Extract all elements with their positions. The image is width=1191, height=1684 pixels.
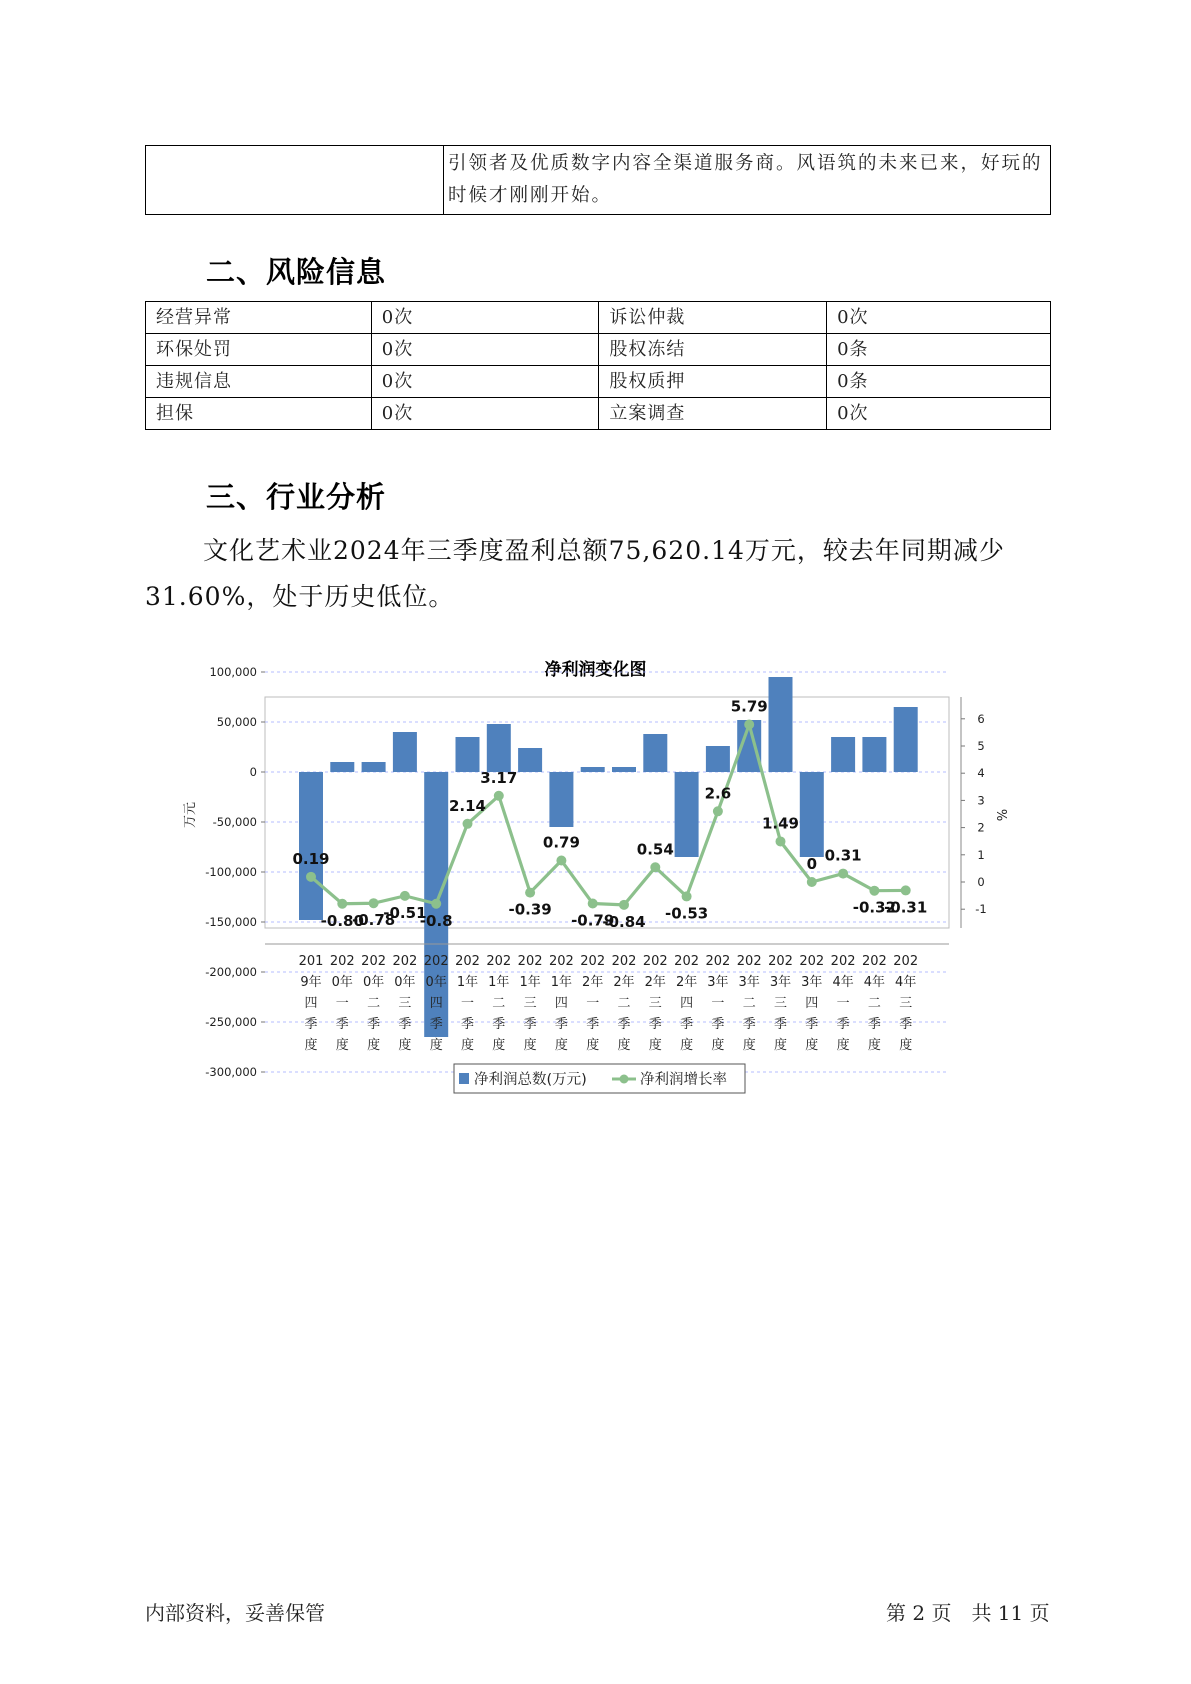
x-tick-label: 度 (773, 1038, 788, 1053)
bar (549, 772, 573, 827)
y2-tick-label: -1 (975, 902, 987, 917)
growth-point (369, 898, 379, 908)
growth-data-label: 2.6 (704, 784, 732, 803)
x-tick-label: 4年 (863, 975, 886, 990)
x-tick-label: 度 (429, 1038, 443, 1053)
x-tick-label: 202 (517, 954, 543, 969)
x-tick-label: 季 (335, 1017, 349, 1032)
x-tick-label: 度 (398, 1038, 412, 1053)
bar (581, 767, 605, 772)
x-tick-label: 二 (492, 996, 506, 1011)
risk-label-cell: 经营异常 (146, 302, 372, 334)
x-tick-label: 0年 (425, 975, 447, 990)
x-tick-label: 一 (460, 996, 475, 1011)
company-description-cell: 引领者及优质数字内容全渠道服务商。风语筑的未来已来，好玩的时候才刚刚开始。 (444, 146, 1051, 215)
growth-data-label: 0.79 (542, 833, 580, 852)
x-tick-label: 度 (648, 1038, 662, 1053)
growth-data-label: 1.49 (761, 814, 800, 833)
x-tick-label: 2年 (613, 975, 635, 990)
risk-label-cell: 股权冻结 (599, 334, 827, 366)
growth-point (901, 885, 911, 895)
x-tick-label: 202 (830, 954, 856, 969)
growth-point (869, 886, 879, 896)
x-tick-label: 季 (742, 1017, 756, 1032)
risk-value-cell: 0次 (827, 302, 1051, 334)
growth-data-label: -0.8 (419, 911, 453, 930)
x-tick-label: 度 (805, 1038, 819, 1053)
x-tick-label: 度 (586, 1038, 600, 1053)
x-tick-label: 季 (367, 1017, 381, 1032)
y-tick-label: -250,000 (205, 1015, 257, 1029)
x-tick-label: 二 (617, 996, 631, 1011)
x-tick-label: 0年 (331, 975, 353, 990)
x-tick-label: 季 (836, 1017, 850, 1032)
x-tick-label: 3年 (769, 975, 792, 990)
x-tick-label: 9年 (300, 975, 322, 990)
x-tick-label: 度 (899, 1038, 913, 1053)
bar (299, 772, 323, 920)
risk-value-cell: 0次 (371, 366, 599, 398)
growth-data-label: -0.79 (571, 911, 615, 930)
x-tick-label: 202 (768, 954, 793, 969)
x-tick-label: 二 (742, 996, 756, 1011)
risk-value-cell: 0次 (371, 302, 599, 334)
y-tick-label: -100,000 (205, 865, 257, 879)
x-tick-label: 一 (711, 996, 725, 1011)
bar (487, 724, 511, 772)
x-tick-label: 201 (298, 954, 324, 969)
legend-bar-label: 净利润总数(万元) (474, 1072, 587, 1088)
x-tick-label: 度 (617, 1038, 631, 1053)
x-tick-label: 1年 (550, 975, 573, 990)
x-tick-label: 季 (617, 1017, 631, 1032)
x-tick-label: 3年 (801, 975, 823, 990)
x-tick-label: 202 (455, 954, 480, 969)
y-tick-label: -50,000 (212, 815, 257, 829)
x-tick-label: 2年 (582, 975, 604, 990)
y2-tick-label: 6 (977, 711, 985, 726)
risk-value-cell: 0条 (827, 366, 1051, 398)
y2-tick-label: 1 (977, 847, 985, 862)
x-tick-label: 度 (867, 1038, 881, 1053)
x-tick-label: 度 (711, 1038, 725, 1053)
x-tick-label: 4年 (895, 975, 917, 990)
x-tick-label: 季 (460, 1017, 475, 1032)
x-tick-label: 三 (773, 996, 788, 1011)
risk-label-cell: 股权质押 (599, 366, 827, 398)
growth-point (337, 899, 347, 909)
growth-data-label: -0.53 (664, 904, 709, 923)
bar (831, 737, 855, 772)
x-tick-label: 二 (367, 996, 381, 1011)
y2-tick-label: 2 (977, 820, 985, 835)
legend-bar-swatch (459, 1073, 469, 1084)
x-tick-label: 度 (335, 1038, 349, 1053)
section-title-industry: 三、行业分析 (206, 480, 387, 514)
bar (894, 707, 918, 772)
y-tick-label: -200,000 (205, 965, 257, 979)
x-tick-label: 四 (304, 996, 318, 1011)
x-tick-label: 度 (680, 1038, 694, 1053)
growth-point (463, 819, 473, 829)
x-tick-label: 三 (523, 996, 537, 1011)
growth-point (400, 891, 410, 901)
legend-line-marker (620, 1075, 629, 1084)
growth-point (776, 836, 786, 846)
x-tick-label: 季 (398, 1017, 412, 1032)
growth-data-label: 0 (806, 855, 818, 873)
risk-label-cell: 环保处罚 (146, 334, 372, 366)
x-tick-label: 季 (429, 1017, 443, 1032)
x-tick-label: 一 (586, 996, 600, 1011)
x-tick-label: 202 (486, 954, 512, 969)
bar (330, 762, 354, 772)
x-tick-label: 度 (367, 1038, 381, 1053)
y2-tick-label: 0 (977, 875, 985, 889)
growth-data-label: -0.31 (884, 898, 928, 917)
x-tick-label: 202 (423, 954, 449, 969)
section-title-risk: 二、风险信息 (206, 255, 387, 289)
x-tick-label: 三 (648, 996, 662, 1011)
y2-tick-label: 4 (977, 766, 985, 781)
y-tick-label: -150,000 (205, 915, 257, 929)
growth-point (744, 720, 754, 730)
x-tick-label: 0年 (394, 975, 416, 990)
x-tick-label: 202 (611, 954, 637, 969)
x-tick-label: 202 (736, 954, 762, 969)
x-tick-label: 3年 (738, 975, 760, 990)
x-tick-label: 四 (680, 996, 694, 1011)
x-tick-label: 一 (335, 996, 349, 1011)
y-tick-label: -300,000 (205, 1065, 257, 1079)
x-tick-label: 202 (329, 954, 355, 969)
x-tick-label: 3年 (707, 975, 729, 990)
bar (706, 746, 730, 772)
plot-area (265, 697, 949, 928)
risk-value-cell: 0条 (827, 334, 1051, 366)
growth-data-label: 0.19 (292, 849, 330, 868)
chart-title: 净利润变化图 (544, 660, 647, 680)
growth-data-label: -0.39 (508, 900, 552, 919)
x-tick-label: 度 (836, 1038, 850, 1053)
growth-point (619, 900, 629, 910)
growth-point (713, 806, 723, 816)
growth-point (306, 872, 316, 882)
bar (643, 734, 667, 772)
risk-label-cell: 违规信息 (146, 366, 372, 398)
x-tick-label: 季 (586, 1017, 600, 1032)
x-tick-label: 季 (773, 1017, 788, 1032)
bar (456, 737, 480, 772)
growth-data-label: -0.32 (852, 898, 897, 917)
bar (769, 677, 793, 772)
x-tick-label: 季 (867, 1017, 881, 1032)
growth-point (650, 862, 660, 872)
x-tick-label: 季 (680, 1017, 694, 1032)
growth-point (431, 899, 441, 909)
x-tick-label: 2年 (644, 975, 666, 990)
y-tick-label: 100,000 (209, 665, 257, 679)
growth-point (556, 856, 566, 866)
growth-data-label: -0.80 (320, 911, 364, 930)
bar (612, 767, 636, 772)
y-axis-label: 万元 (183, 801, 198, 829)
x-tick-label: 1年 (456, 975, 479, 990)
x-tick-label: 202 (705, 954, 731, 969)
x-tick-label: 三 (398, 996, 412, 1011)
risk-label-cell: 诉讼仲裁 (599, 302, 827, 334)
x-tick-label: 季 (554, 1017, 568, 1032)
x-tick-label: 三 (899, 996, 913, 1011)
growth-point (525, 888, 535, 898)
bar (800, 772, 824, 857)
x-tick-label: 度 (460, 1038, 475, 1053)
x-tick-label: 202 (893, 954, 919, 969)
x-tick-label: 季 (523, 1017, 537, 1032)
bar (675, 772, 699, 857)
growth-point (588, 898, 598, 908)
growth-data-label: -0.51 (383, 903, 427, 922)
x-tick-label: 202 (861, 954, 887, 969)
x-tick-label: 202 (548, 954, 574, 969)
y2-axis-label: % (993, 808, 1008, 822)
x-tick-label: 度 (742, 1038, 756, 1053)
x-tick-label: 季 (711, 1017, 725, 1032)
growth-data-label: 0.54 (636, 840, 674, 859)
x-tick-label: 一 (836, 996, 850, 1011)
x-tick-label: 202 (361, 954, 387, 969)
x-tick-label: 4年 (832, 975, 854, 990)
x-tick-label: 度 (304, 1038, 318, 1053)
growth-data-label: -0.78 (351, 911, 396, 930)
growth-data-label: 0.31 (824, 846, 862, 865)
growth-data-label: -0.84 (602, 912, 646, 931)
growth-point (494, 791, 504, 801)
footer-confidential: 内部资料，妥善保管 (145, 1601, 325, 1625)
risk-label-cell: 担保 (146, 398, 372, 430)
bar (518, 748, 542, 772)
y-tick-label: 0 (249, 765, 257, 779)
x-tick-label: 度 (523, 1038, 537, 1053)
x-tick-label: 1年 (519, 975, 541, 990)
x-tick-label: 度 (554, 1038, 568, 1053)
risk-label-cell: 立案调查 (599, 398, 827, 430)
y2-tick-label: 3 (977, 793, 985, 808)
x-tick-label: 1年 (488, 975, 510, 990)
x-tick-label: 季 (304, 1017, 318, 1032)
x-tick-label: 季 (492, 1017, 506, 1032)
risk-value-cell: 0次 (827, 398, 1051, 430)
growth-data-label: 2.14 (448, 796, 487, 815)
x-tick-label: 202 (674, 954, 700, 969)
y-tick-label: 50,000 (216, 715, 257, 729)
x-tick-label: 二 (867, 996, 881, 1011)
growth-point (682, 891, 692, 901)
risk-value-cell: 0次 (371, 398, 599, 430)
y2-tick-label: 5 (977, 739, 985, 753)
growth-point (838, 869, 848, 879)
footer-page-number: 第 2 页 共 11 页 (886, 1601, 1050, 1625)
x-tick-label: 四 (429, 996, 443, 1011)
x-tick-label: 四 (554, 996, 568, 1011)
x-tick-label: 202 (392, 954, 418, 969)
x-tick-label: 2年 (675, 975, 698, 990)
growth-data-label: 3.17 (480, 768, 518, 787)
x-tick-label: 四 (805, 996, 819, 1011)
x-tick-label: 202 (799, 954, 825, 969)
x-tick-label: 0年 (362, 975, 385, 990)
growth-point (807, 877, 817, 887)
x-tick-label: 季 (648, 1017, 662, 1032)
x-tick-label: 度 (492, 1038, 506, 1053)
x-tick-label: 202 (580, 954, 606, 969)
bar (393, 732, 417, 772)
legend-line-label: 净利润增长率 (640, 1072, 727, 1088)
growth-data-label: 5.79 (730, 697, 768, 716)
x-tick-label: 202 (642, 954, 668, 969)
bar (362, 762, 386, 772)
x-tick-label: 季 (899, 1017, 913, 1032)
risk-value-cell: 0次 (371, 334, 599, 366)
bar (862, 737, 886, 772)
industry-analysis-paragraph: 文化艺术业2024年三季度盈利总额75,620.14万元，较去年同期减少31.60%，处于历史低位。 (145, 536, 1005, 611)
x-tick-label: 季 (805, 1017, 819, 1032)
